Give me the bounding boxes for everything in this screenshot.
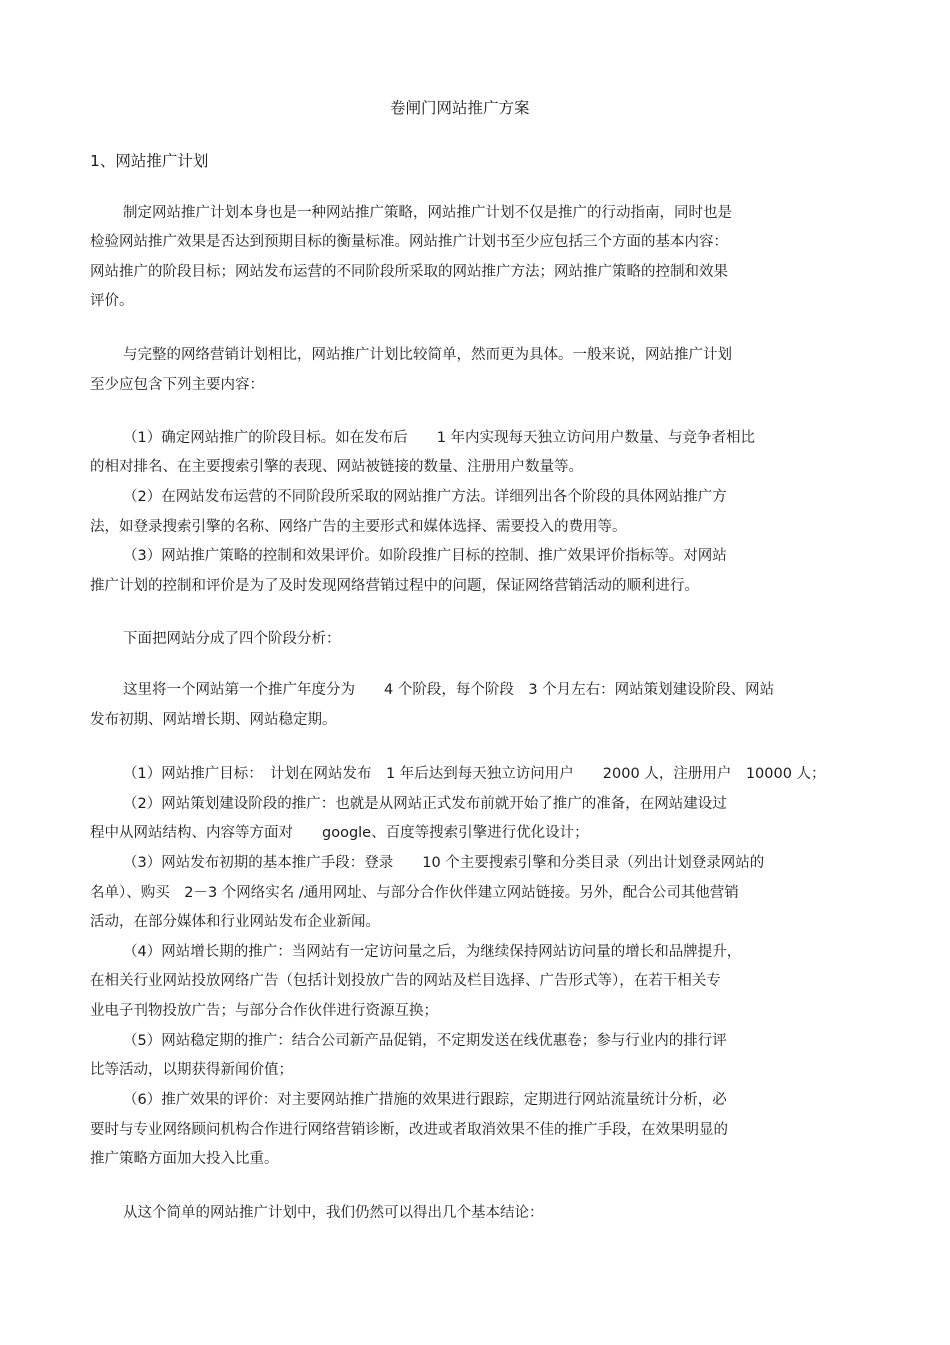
list-item: 在相关行业网站投放网络广告（包括计划投放广告的网站及栏目选择、广告形式等），在若干相关专 — [90, 973, 721, 989]
list-item: （2）在网站发布运营的不同阶段所采取的网站推广方法。详细列出各个阶段的具体网站推广方 — [123, 489, 727, 505]
list-item: 法，如登录搜索引擎的名称、网络广告的主要形式和媒体选择、需要投入的费用等。 — [90, 519, 627, 535]
list-item: 比等活动，以期获得新闻价值； — [90, 1062, 293, 1078]
list-item: （6）推广效果的评价：对主要网站推广措施的效果进行跟踪，定期进行网站流量统计分析，必 — [123, 1092, 727, 1108]
list-item: （3）网站推广策略的控制和效果评价。如阶段推广目标的控制、推广效果评价指标等。对网站 — [123, 548, 727, 564]
section-heading: 1、网站推广计划 — [90, 152, 209, 170]
paragraph-line: 制定网站推广计划本身也是一种网站推广策略，网站推广计划不仅是推广的行动指南，同时也是 — [123, 205, 732, 221]
list-item: （1）确定网站推广的阶段目标。如在发布后 1 年内实现每天独立访问用户数量、与竞争者相比 — [123, 430, 756, 446]
list-item: 活动，在部分媒体和行业网站发布企业新闻。 — [90, 914, 380, 930]
list-item: 的相对排名、在主要搜索引擎的表现、网站被链接的数量、注册用户数量等。 — [90, 459, 583, 475]
list-item: 推广策略方面加大投入比重。 — [90, 1151, 279, 1167]
list-item: 名单）、购买 2－3 个网络实名 /通用网址、与部分合作伙伴建立网站链接。另外，配合公司其他营销 — [90, 885, 739, 901]
list-item: 要时与专业网络顾问机构合作进行网络营销诊断，改进或者取消效果不佳的推广手段，在效果明显的 — [90, 1122, 728, 1138]
paragraph-line: 评价。 — [90, 293, 134, 309]
paragraph-line: 至少应包含下列主要内容： — [90, 377, 264, 393]
paragraph-line: 下面把网站分成了四个阶段分析： — [123, 631, 341, 647]
paragraph-line: 检验网站推广效果是否达到预期目标的衡量标准。网站推广计划书至少应包括三个方面的基本内容： — [90, 234, 728, 250]
page-title: 卷闸门网站推广方案 — [390, 99, 530, 117]
list-item: （3）网站发布初期的基本推广手段：登录 10 个主要搜索引擎和分类目录（列出计划登录网站的 — [123, 855, 765, 871]
paragraph-line: 从这个简单的网站推广计划中，我们仍然可以得出几个基本结论： — [123, 1205, 544, 1221]
list-item: （5）网站稳定期的推广：结合公司新产品促销，不定期发送在线优惠卷；参与行业内的排行评 — [123, 1033, 727, 1049]
paragraph-line: 这里将一个网站第一个推广年度分为 4 个阶段，每个阶段 3 个月左右：网站策划建设阶段、网站 — [123, 682, 775, 698]
list-item: （2）网站策划建设阶段的推广：也就是从网站正式发布前就开始了推广的准备，在网站建设过 — [123, 796, 727, 812]
paragraph-line: 网站推广的阶段目标；网站发布运营的不同阶段所采取的网站推广方法；网站推广策略的控制和效果 — [90, 264, 728, 280]
paragraph-line: 与完整的网络营销计划相比，网站推广计划比较简单，然而更为具体。一般来说，网站推广计划 — [123, 347, 732, 363]
list-item: 程中从网站结构、内容等方面对 google、百度等搜索引擎进行优化设计； — [90, 825, 589, 841]
paragraph-line: 发布初期、网站增长期、网站稳定期。 — [90, 712, 337, 728]
list-item: 业电子刊物投放广告；与部分合作伙伴进行资源互换； — [90, 1003, 438, 1019]
list-item: （4）网站增长期的推广：当网站有一定访问量之后，为继续保持网站访问量的增长和品牌提升， — [123, 944, 742, 960]
list-item: 推广计划的控制和评价是为了及时发现网络营销过程中的问题，保证网络营销活动的顺利进行。 — [90, 578, 699, 594]
list-item: （1）网站推广目标： 计划在网站发布 1 年后达到每天独立访问用户 2000 人，注册用户 10000 人； — [123, 766, 826, 782]
